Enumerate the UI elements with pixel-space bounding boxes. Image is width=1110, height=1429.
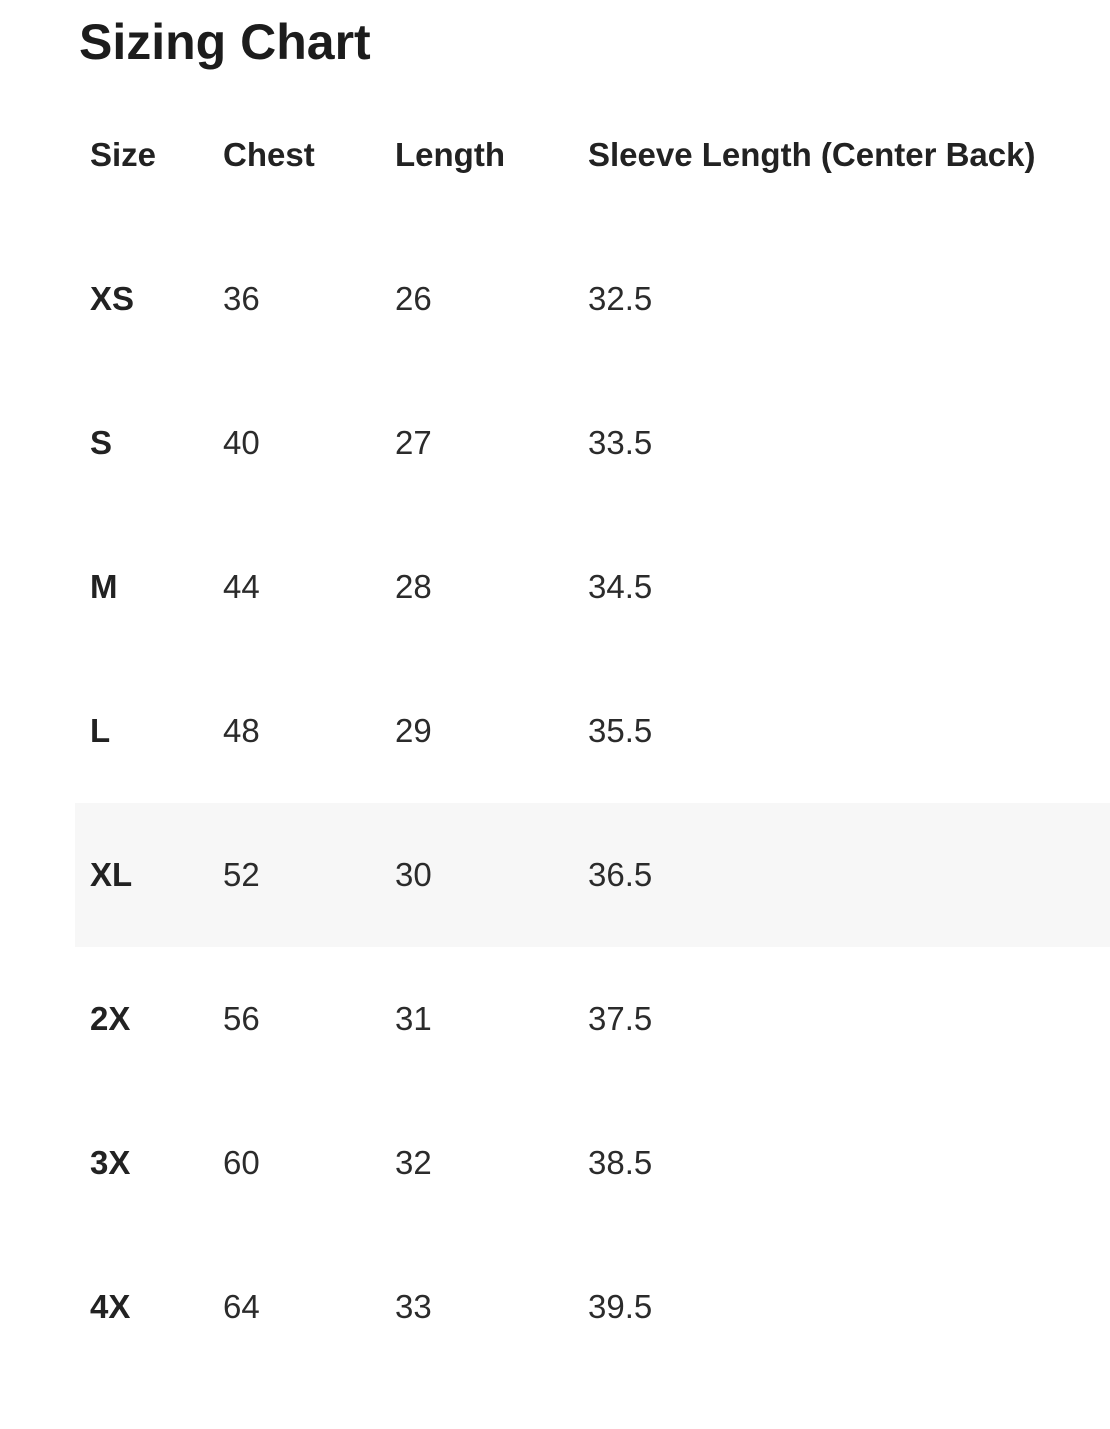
column-header-length: Length bbox=[395, 136, 505, 173]
table-row-xl bbox=[75, 803, 1110, 947]
sleeve-length-cell: 33.5 bbox=[588, 424, 653, 461]
sleeve-length-cell: 32.5 bbox=[588, 280, 653, 317]
length-cell: 28 bbox=[395, 568, 432, 605]
length-cell: 30 bbox=[395, 856, 432, 893]
table-header-row bbox=[75, 83, 1110, 227]
length-cell: 33 bbox=[395, 1288, 432, 1325]
size-cell: XL bbox=[90, 856, 133, 893]
size-cell: S bbox=[90, 424, 113, 461]
length-cell: 27 bbox=[395, 424, 432, 461]
table-row-s bbox=[75, 371, 1110, 515]
table-row-2x bbox=[75, 947, 1110, 1091]
sleeve-length-cell: 38.5 bbox=[588, 1144, 653, 1181]
table-row-m bbox=[75, 515, 1110, 659]
chest-cell: 52 bbox=[223, 856, 260, 893]
length-cell: 29 bbox=[395, 712, 432, 749]
chest-cell: 48 bbox=[223, 712, 260, 749]
sleeve-length-cell: 39.5 bbox=[588, 1288, 653, 1325]
size-cell: 4X bbox=[90, 1288, 131, 1325]
size-cell: M bbox=[90, 568, 118, 605]
size-cell: XS bbox=[90, 280, 135, 317]
chest-cell: 36 bbox=[223, 280, 260, 317]
table-row-l bbox=[75, 659, 1110, 803]
length-cell: 26 bbox=[395, 280, 432, 317]
size-cell: L bbox=[90, 712, 111, 749]
column-header-size: Size bbox=[90, 136, 157, 173]
table-row-4x bbox=[75, 1235, 1110, 1379]
sleeve-length-cell: 35.5 bbox=[588, 712, 653, 749]
chest-cell: 64 bbox=[223, 1288, 260, 1325]
size-cell: 2X bbox=[90, 1000, 131, 1037]
column-header-sleeve-length: Sleeve Length (Center Back) bbox=[588, 136, 1036, 173]
page-title: Sizing Chart bbox=[79, 14, 371, 70]
chest-cell: 40 bbox=[223, 424, 260, 461]
chest-cell: 44 bbox=[223, 568, 260, 605]
length-cell: 32 bbox=[395, 1144, 432, 1181]
length-cell: 31 bbox=[395, 1000, 432, 1037]
table-row-3x bbox=[75, 1091, 1110, 1235]
sleeve-length-cell: 36.5 bbox=[588, 856, 653, 893]
size-cell: 3X bbox=[90, 1144, 131, 1181]
chest-cell: 56 bbox=[223, 1000, 260, 1037]
sleeve-length-cell: 34.5 bbox=[588, 568, 653, 605]
sleeve-length-cell: 37.5 bbox=[588, 1000, 653, 1037]
sizing-table-body bbox=[75, 227, 1110, 1379]
chest-cell: 60 bbox=[223, 1144, 260, 1181]
column-header-chest: Chest bbox=[223, 136, 315, 173]
sizing-table bbox=[75, 83, 1110, 1379]
table-row-xs bbox=[75, 227, 1110, 371]
